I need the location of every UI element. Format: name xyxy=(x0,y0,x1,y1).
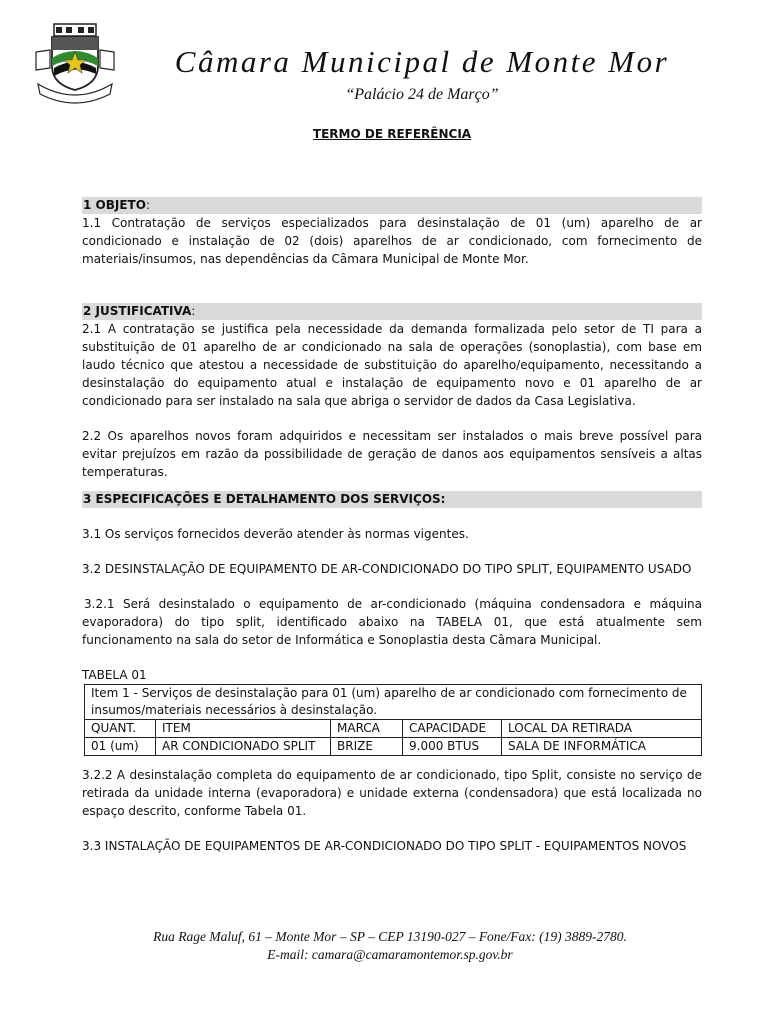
table-label: TABELA 01 xyxy=(82,668,147,682)
page-subtitle: “Palácio 24 de Março” xyxy=(345,86,499,103)
table-cell: BRIZE xyxy=(331,738,403,756)
table-row xyxy=(85,738,702,756)
paragraph-3-2-2: 3.2.2 A desinstalação completa do equipamento de ar condicionado, tipo Split, consiste no serviço de retirada da unidade interna (evaporadora) e unidade externa (condensadora) que está localizada no espaço descrito, conforme Tabela 01. xyxy=(82,768,702,818)
table-header-cell: CAPACIDADE xyxy=(403,720,502,738)
paragraph-3-2: 3.2 DESINSTALAÇÃO DE EQUIPAMENTO DE AR-CONDICIONADO DO TIPO SPLIT, EQUIPAMENTO USADO xyxy=(82,562,692,576)
paragraph-3-2-1: 3.2.1 Será desinstalado o equipamento de ar-condicionado (máquina condensadora e máquina evaporadora) do tipo split, identificado abaixo na TABELA 01, que está atualmente sem funcionamento na sala do setor de Informática e Sonoplastia desta Câmara Municipal. xyxy=(82,597,702,647)
table-header-row xyxy=(85,720,702,738)
table-header-cell: LOCAL DA RETIRADA xyxy=(502,720,702,738)
page-title: Câmara Municipal de Monte Mor xyxy=(174,44,670,79)
section-heading-especificacoes: 3 ESPECIFICAÇÕES E DETALHAMENTO DOS SERVIÇOS: xyxy=(82,491,702,508)
paragraph-3-3: 3.3 INSTALAÇÃO DE EQUIPAMENTOS DE AR-CONDICIONADO DO TIPO SPLIT - EQUIPAMENTOS NOVOS xyxy=(82,839,687,853)
coat-of-arms-logo xyxy=(30,22,120,104)
table-item-description: Item 1 - Serviços de desinstalação para 01 (um) aparelho de ar condicionado com fornecimento de insumos/materiais necessários à desinstalação. xyxy=(85,685,702,720)
paragraph-2-1: 2.1 A contratação se justifica pela necessidade da demanda formalizada pelo setor de TI para a substituição de 01 aparelho de ar condicionado na sala de operações (sonoplastia), com base em laudo técnico que atestou a necessidade de substituição do aparelho/equipamento, necessitando a desinstalação do equipamento atual e instalação de equipamento novo e 01 aparelho de ar condicionado para ser instalado na sala que abriga o servidor de dados da Casa Legislativa. xyxy=(82,322,702,408)
footer-email: E-mail: camara@camaramontemor.sp.gov.br xyxy=(267,947,513,962)
table-header-cell: ITEM xyxy=(156,720,331,738)
table-header-cell: QUANT. xyxy=(85,720,156,738)
section-heading-objeto: 1 OBJETO: xyxy=(82,197,702,214)
table-cell: AR CONDICIONADO SPLIT xyxy=(156,738,331,756)
document-body xyxy=(82,197,702,855)
table-cell: 01 (um) xyxy=(85,738,156,756)
section-heading-justificativa: 2 JUSTIFICATIVA: xyxy=(82,303,702,320)
document-title: TERMO DE REFERÊNCIA xyxy=(312,127,472,141)
footer-address: Rua Rage Maluf, 61 – Monte Mor – SP – CEP 13190-027 – Fone/Fax: (19) 3889-2780. xyxy=(153,929,627,944)
table-header-cell: MARCA xyxy=(331,720,403,738)
table-description-row xyxy=(85,685,702,720)
table-01 xyxy=(84,684,702,756)
table-cell: 9.000 BTUS xyxy=(403,738,502,756)
paragraph-2-2: 2.2 Os aparelhos novos foram adquiridos e necessitam ser instalados o mais breve possível para evitar prejuízos em razão da possibilidade de geração de danos aos equipamentos sensíveis a altas temperaturas. xyxy=(82,429,702,479)
paragraph-3-1: 3.1 Os serviços fornecidos deverão atender às normas vigentes. xyxy=(82,527,469,541)
paragraph-1-1: 1.1 Contratação de serviços especializados para desinstalação de 01 (um) aparelho de ar condicionado e instalação de 02 (dois) aparelhos de ar condicionado, com fornecimento de materiais/insumos, nas dependências da Câmara Municipal de Monte Mor. xyxy=(82,216,702,266)
page-footer xyxy=(40,928,740,964)
table-cell: SALA DE INFORMÁTICA xyxy=(502,738,702,756)
